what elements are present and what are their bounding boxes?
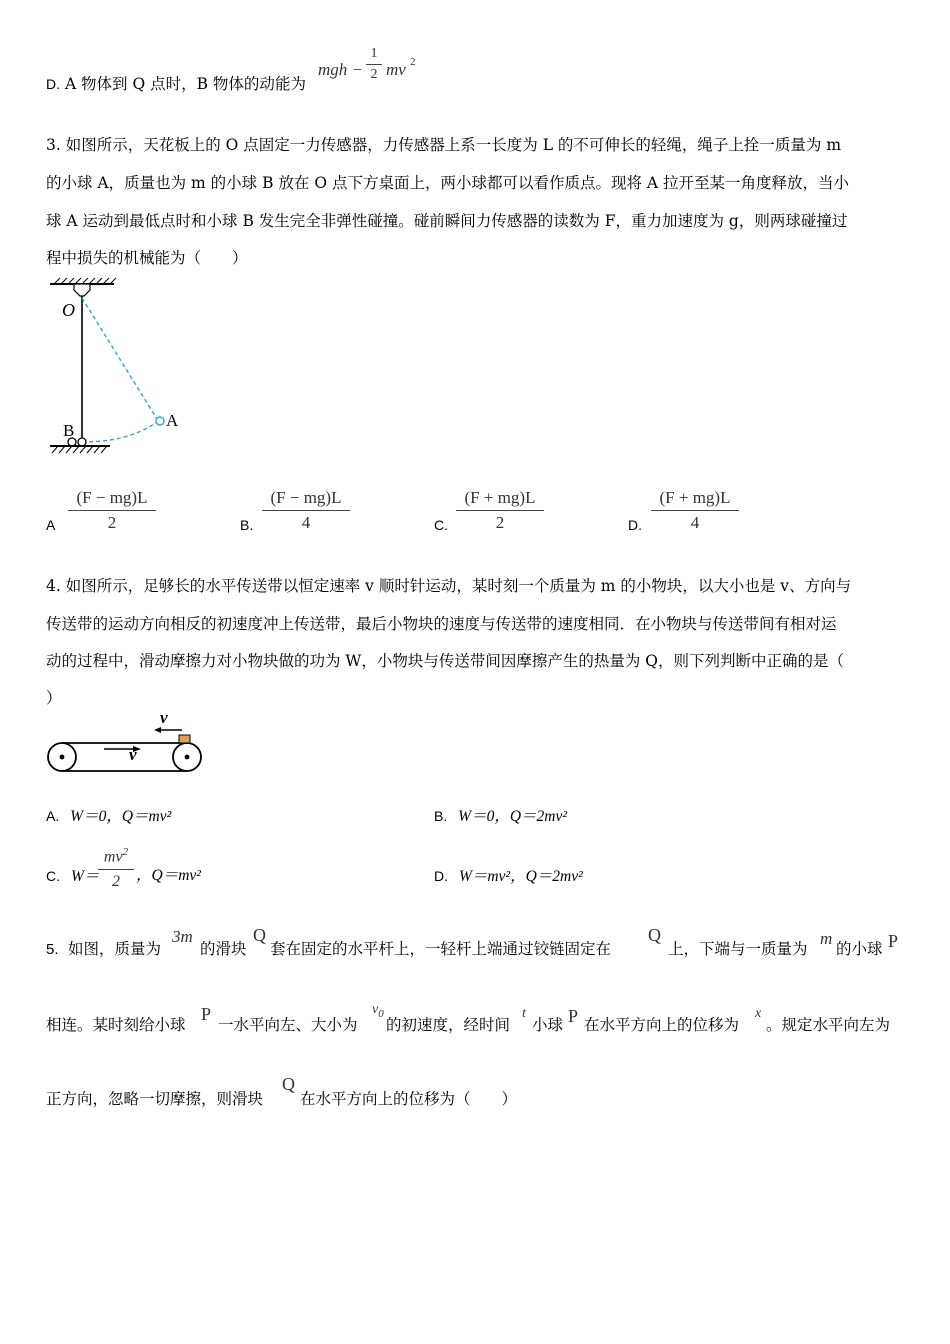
q5-seg-d: 上，下端与一质量为 — [668, 940, 808, 958]
q5-seg-m: 在水平方向上的位移为（ ） — [300, 1090, 518, 1108]
q5-seg-g: 一水平向左、大小为 — [218, 1016, 358, 1034]
q3-line-4: 程中损失的机械能为（ ） — [46, 249, 248, 267]
q2-d-expr-left: mgh − — [318, 60, 363, 79]
q5-seg-a: 如图，质量为 — [68, 940, 162, 958]
frac-den: 2 — [112, 873, 120, 891]
frac-num: (F − mg)L — [270, 488, 342, 507]
q3-line-2: 的小球 A，质量也为 m 的小球 B 放在 O 点下方桌面上，两小球都可以看作质点。现将 A 拉开至某一角度释放，当小 — [46, 174, 850, 192]
floor-hatch — [52, 446, 107, 453]
label-b: B — [63, 421, 75, 440]
fraction-bar — [366, 64, 382, 65]
q5-seg-l: 正方向，忽略一切摩擦，则滑块 — [46, 1090, 264, 1108]
q3-line-3: 球 A 运动到最低点时和小球 B 发生完全非弹性碰撞。碰前瞬间力传感器的读数为 F，重力加速度为 g，则两球碰撞过 — [46, 212, 848, 230]
option-text: W＝0，Q＝mv² — [70, 808, 172, 825]
swing-arc — [82, 422, 157, 442]
q2-d-expr-sup: 2 — [410, 56, 416, 68]
q5-seg-e: 的小球 — [836, 940, 883, 958]
q5-seg-f: 相连。某时刻给小球 — [46, 1016, 186, 1034]
option-label: D. — [46, 76, 60, 92]
q4-line-3: 动的过程中，滑动摩擦力对小物块做的功为 W，小物块与传送带间因摩擦产生的热量为 Q，则下列判断中正确的是（ — [46, 652, 844, 670]
q5-q2: Q — [648, 925, 661, 945]
q5-seg-j: 在水平方向上的位移为 — [584, 1016, 740, 1034]
q4-option-a[interactable] — [46, 806, 171, 827]
q4-option-b[interactable] — [434, 806, 567, 827]
q2-d-frac-den: 2 — [370, 67, 378, 82]
option-c-suffix: ，Q＝mv² — [136, 867, 201, 884]
pendulum-figure — [44, 276, 124, 466]
q5-seg-i: 小球 — [532, 1016, 564, 1034]
q5-number: 5. — [46, 941, 59, 958]
q4-line-4: ） — [46, 689, 62, 707]
q3-option-b-label[interactable]: B. — [240, 517, 254, 533]
ball-b2 — [78, 438, 86, 446]
label-o: O — [62, 300, 75, 320]
q5-v0-sub: 0 — [378, 1007, 384, 1020]
label-a: A — [166, 411, 179, 430]
q5-q1: Q — [253, 925, 266, 945]
q2-d-expr-right: mv — [386, 60, 406, 79]
option-text: A 物体到 Q 点时，B 物体的动能为 — [64, 75, 306, 93]
q2-option-d[interactable] — [46, 74, 306, 94]
frac-den: 4 — [690, 513, 700, 532]
frac-den: 2 — [495, 513, 505, 532]
q4-option-d[interactable] — [434, 866, 583, 887]
label-v-top: v — [160, 708, 168, 727]
q4-line-1: 4. 如图所示，足够长的水平传送带以恒定速率 v 顺时针运动，某时刻一个质量为 m 的小物块，以大小也是 v、方向与 — [46, 577, 852, 595]
q5-p1: P — [888, 931, 899, 951]
small-block — [179, 735, 190, 743]
q5-m: m — [820, 929, 833, 948]
q5-v0-base: v — [372, 1002, 379, 1017]
option-c-prefix: W＝ — [70, 868, 100, 885]
frac-den: 2 — [107, 513, 117, 532]
q5-m3: 3m — [172, 927, 193, 946]
conveyor-figure — [44, 712, 204, 776]
q4-option-c-fraction — [98, 842, 134, 892]
q3-option-b-fraction[interactable] — [262, 488, 350, 533]
ball-a — [156, 417, 164, 425]
frac-num: mv — [103, 848, 123, 866]
frac-num: (F + mg)L — [464, 488, 536, 507]
frac-num-sup: 2 — [122, 846, 129, 858]
option-label: D. — [434, 868, 448, 884]
fraction-bar — [98, 869, 134, 870]
frac-num: (F + mg)L — [659, 488, 731, 507]
q5-t: t — [522, 1006, 526, 1021]
q5-v0 — [372, 1002, 384, 1020]
q3-option-a-label[interactable]: A — [46, 517, 56, 533]
frac-num: (F − mg)L — [76, 488, 148, 507]
q3-option-d-fraction[interactable] — [651, 488, 739, 533]
frac-den: 4 — [301, 513, 311, 532]
q5-q3: Q — [282, 1074, 295, 1094]
option-text: W＝mv²，Q＝2mv² — [458, 868, 583, 885]
q5-p2: P — [201, 1004, 212, 1024]
q5-seg-h: 的初速度，经时间 — [386, 1016, 511, 1034]
q5-p3: P — [568, 1006, 579, 1026]
rope-dashed — [82, 298, 157, 419]
q3-option-a-fraction[interactable] — [68, 488, 156, 533]
fraction-bar — [68, 510, 156, 511]
fraction-bar — [456, 510, 544, 511]
option-text: W＝0，Q＝2mv² — [458, 808, 567, 825]
q5-seg-k: 。规定水平向左为 — [766, 1016, 891, 1034]
q4-line-2: 传送带的运动方向相反的初速度冲上传送带，最后小物块的速度与传送带的速度相同．在小物块与传送带间有相对运 — [46, 615, 837, 633]
label-v-belt: v — [129, 745, 137, 764]
option-label: C. — [46, 868, 60, 884]
fraction-bar — [651, 510, 739, 511]
q5-seg-c: 套在固定的水平杆上，一轻杆上端通过铰链固定在 — [270, 940, 612, 958]
q3-option-c-label[interactable]: C. — [434, 517, 448, 533]
force-sensor — [74, 284, 90, 296]
option-label: A. — [46, 808, 60, 824]
q2-d-frac-num: 1 — [370, 46, 378, 61]
q5-x: x — [755, 1006, 762, 1021]
q4-option-c[interactable] — [46, 866, 99, 887]
left-axle — [60, 755, 65, 760]
q3-option-d-label[interactable]: D. — [628, 517, 642, 533]
option-label: B. — [434, 808, 448, 824]
fraction-bar — [262, 510, 350, 511]
q2-d-fraction — [366, 46, 382, 83]
q3-line-1: 3. 如图所示，天花板上的 O 点固定一力传感器，力传感器上系一长度为 L 的不可伸长的轻绳，绳子上拴一质量为 m — [46, 136, 842, 154]
q5-seg-b: 的滑块 — [200, 940, 247, 958]
q3-option-c-fraction[interactable] — [456, 488, 544, 533]
right-axle — [185, 755, 190, 760]
